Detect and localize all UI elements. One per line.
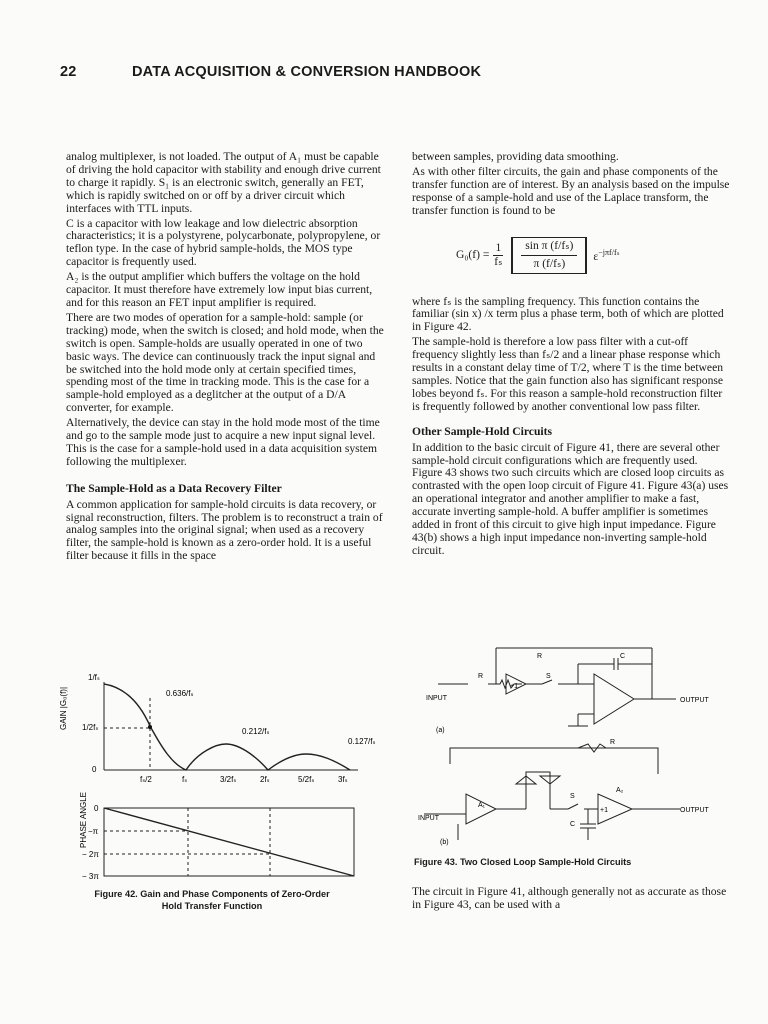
gain-x-tick: 3/2fₛ [220, 775, 237, 784]
subfigure-label: (a) [436, 727, 445, 734]
page-header [60, 64, 481, 80]
gain-axis-label: GAIN |G₀(f)| [59, 686, 68, 730]
input-label: INPUT [426, 695, 447, 702]
gain-y-tick: 1/fₛ [88, 673, 100, 682]
section-heading: Other Sample-Hold Circuits [412, 424, 552, 438]
annotation-label: 0.636/fₛ [166, 689, 194, 698]
output-label: OUTPUT [680, 697, 709, 704]
annotation-label: 0.127/fₛ [348, 737, 376, 746]
figure42-caption [62, 888, 362, 912]
equation-lhs: G₀(f) = [456, 248, 490, 262]
amplifier-label: A₁ [478, 802, 486, 809]
phase-y-tick: − 2π [82, 850, 99, 859]
gain-x-tick: 5/2fₛ [298, 775, 315, 784]
capacitor-label: C [570, 821, 576, 828]
gain-y-tick: 1/2fₛ [82, 723, 99, 732]
paragraph: where fₛ is the sampling frequency. This function contains the familiar (sin x) /x term plus a phase term, both of which are plotted in Figure 42. [412, 294, 724, 334]
switch-label: S [546, 673, 551, 680]
phase-base: ε [593, 250, 599, 263]
fraction-denominator: fₛ [494, 255, 503, 269]
paragraph: The sample-hold is therefore a low pass filter with a cut-off frequency slightly less than fₛ/2 and a linear phase response which results in a constant delay time of T/2, where T is the time between samples. Notice that the gain function also has significant response lobes beyond fₛ. For this reason a sample-hold reconstruction filter is frequently followed by another conventional low pass filter. [412, 335, 724, 413]
caption-line: Hold Transfer Function [161, 901, 263, 911]
figure42-plots [58, 668, 376, 890]
phase-y-tick: − 3π [82, 872, 99, 881]
paragraph: In addition to the basic circuit of Figure 41, there are several other sample-hold circuit configurations which are frequently used. Figure 43 shows two such circuits which are closed loop circuits as contrasted with the open loop circuit of Figure 41. Figure 43(a) uses an operational integrator and another amplifier to make a fast, accurate inverting sample-hold. A buffer amplifier is sometimes added in front of this circuit to give high input impedance. Figure 43(b) shows a high input impedance non-inverting sample-hold circuit. [412, 440, 729, 557]
paragraph: As with other filter circuits, the gain and phase components of the transfer function are of interest. By an analysis based on the impulse response of a sample-hold and use of the Laplace transform, the transfer function is found to be [412, 164, 730, 217]
point-marker [148, 725, 152, 729]
paragraph: between samples, providing data smoothing. [412, 150, 619, 163]
sinc-numerator: sin π (f/fₛ) [521, 240, 577, 256]
gain-y-tick: 0 [92, 765, 97, 774]
book-title: DATA ACQUISITION & CONVERSION HANDBOOK [132, 64, 482, 80]
paragraph: The circuit in Figure 41, although generally not as accurate as those in Figure 43, can be used with a [412, 885, 727, 911]
sinc-denominator: π (f/fₛ) [533, 257, 566, 271]
phase-term [593, 247, 619, 264]
paragraph: There are two modes of operation for a sample-hold: sample (or tracking) mode, when the switch is closed; and hold mode, when the switch is open. Sample-holds are usually operated in one of two basic ways. The device can continuously track the input signal and be switched into the hold mode only at certain specified times, spending most of the time in tracking mode. This is the case for a sample-hold employed as a deglitcher at the output of a D/A converter, for example. [66, 310, 384, 415]
input-label: INPUT [418, 815, 439, 822]
paragraph: Alternatively, the device can stay in the hold mode most of the time and go to the sample mode just to acquire a new input signal level. This is the case for a sample-hold used in a data acquisition system following the multiplexer. [66, 416, 380, 468]
switch-label: S [570, 793, 575, 800]
phase-axis-label: PHASE ANGLE [79, 791, 88, 848]
resistor-label: R [610, 739, 616, 746]
fraction-numerator: 1 [495, 241, 502, 255]
figure43-caption: Figure 43. Two Closed Loop Sample-Hold Circuits [414, 857, 632, 867]
gain-x-tick: 2fₛ [260, 775, 270, 784]
phase-y-tick: −π [88, 827, 99, 836]
subfigure-label: (b) [440, 839, 449, 846]
right-column-continued [412, 886, 730, 914]
annotation-label: 0.212/fₛ [242, 727, 270, 736]
capacitor-label: C [620, 653, 626, 660]
left-column [66, 151, 384, 565]
buffer-label: +1 [600, 807, 608, 814]
phase-exponent: −jπf/fₛ [598, 248, 620, 258]
figure43-circuits [418, 644, 730, 852]
buffer-label: +1 [510, 683, 518, 690]
gain-x-tick: fₛ [182, 775, 188, 784]
right-column [412, 151, 730, 560]
paragraph: A₂ is the output amplifier which buffers the voltage on the hold capacitor. It must therefore have extremely low input bias current, and for this reason an FET input amplifier is required. [66, 270, 373, 309]
gain-x-tick: fₛ/2 [140, 775, 152, 784]
resistor-label: R [537, 653, 543, 660]
amplifier-label: A₂ [616, 787, 624, 794]
transfer-function-equation [456, 220, 730, 292]
equation-fraction [493, 242, 503, 269]
section-heading: The Sample-Hold as a Data Recovery Filter [66, 481, 282, 495]
phase-y-tick: 0 [94, 804, 99, 813]
resistor-label: R [478, 673, 484, 680]
paragraph: A common application for sample-hold circuits is data recovery, or signal reconstruction, filters. The problem is to reconstruct a train of analog samples into the original signal; when used as a recovery filter, the sample-hold is known as a zero-order hold. It is a useful filter because it fills in the space [66, 497, 383, 563]
output-label: OUTPUT [680, 807, 709, 814]
paragraph: analog multiplexer, is not loaded. The output of A₁ must be capable of driving the hold capacitor with stability and enough drive current to charge it rapidly. S₁ is an electronic switch, generally an FET, which is rapidly switched on or off by a driver circuit which interfaces with TTL inputs. [66, 150, 381, 215]
paragraph: C is a capacitor with low leakage and low dielectric absorption characteristics; it is a polystyrene, polycarbonate, polypropylene, or teflon type. In the case of hybrid sample-holds, the MOS type capacitor is frequently used. [66, 216, 381, 269]
gain-x-tick: 3fₛ [338, 775, 348, 784]
sinc-bracket [511, 237, 587, 274]
page-number: 22 [60, 64, 77, 80]
caption-line: Figure 42. Gain and Phase Components of Zero-Order [94, 889, 330, 899]
